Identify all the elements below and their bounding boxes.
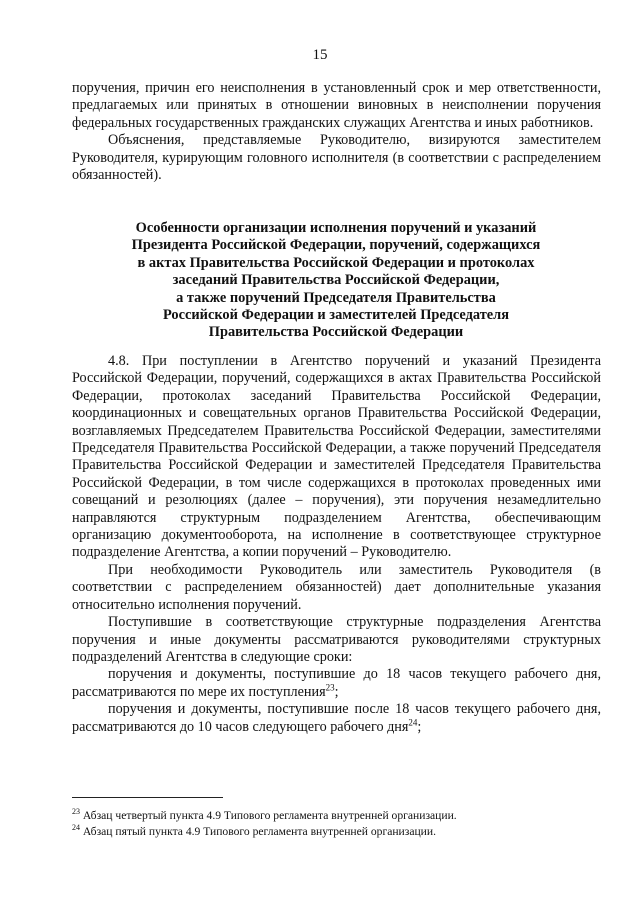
footnote-23 (72, 808, 601, 824)
main-text-block (72, 353, 601, 736)
section-heading-line: Российской Федерации и заместителей Председателя (162, 307, 510, 324)
section-heading-line: Правительства Российской Федерации (208, 324, 464, 341)
section-heading-line: Президента Российской Федерации, поручений, содержащихся (131, 237, 541, 254)
section-heading-line: а также поручений Председателя Правительства (176, 289, 496, 306)
paragraph-additional-instructions: При необходимости Руководитель или заместитель Руководителя (в соответствии с распределением обязанностей) дает дополнительные указания относительно исполнения поручений. (72, 561, 601, 613)
paragraph-review-terms: Поступившие в соответствующие структурные подразделения Агентства поручения и иные документы рассматриваются руководителями структурных подразделений Агентства в следующие сроки: (72, 614, 601, 665)
footnotes (72, 808, 601, 839)
item-before-18-end: ; (334, 683, 339, 700)
item-before-18-text: поручения и документы, поступившие до 18 часов текущего рабочего дня, рассматриваются по мере их поступления (72, 666, 601, 700)
footnote-ref-24: 24 (408, 716, 418, 727)
intro-paragraph-1: поручения, причин его неисполнения в установленный срок и мер ответственности, предлагаемых или принятых в отношении виновных в неисполнении поручения федеральных государственных гражданских служащих Агентства и иных работников. (72, 80, 601, 131)
section-heading-line: Особенности организации исполнения поручений и указаний (135, 220, 537, 236)
page-number: 15 (312, 47, 328, 63)
section-heading-line: в актах Правительства Российской Федерации и протоколах (137, 254, 535, 271)
footnote-divider (72, 797, 223, 798)
item-after-18-text: поручения и документы, поступившие после 18 часов текущего рабочего дня, рассматриваются до 10 часов следующего рабочего дня (72, 701, 601, 735)
paragraph-4-8: 4.8. При поступлении в Агентство поручений и указаний Президента Российской Федерации, поручений, содержащихся в актах Правительства Российской Федерации, протоколах заседаний Правительства Российской Федерации, координационных и совещательных органов Правительства Российской Федерации, возглавляемых Председателем Правительства Российской Федерации, заместителями Председателя Правительства Российской Федерации, а также поручений Председателя Правительства Российской Федерации и заместителей Председателя Правительства Российской Федерации, в том числе содержащихся в протоколах проведенных ими совещаний и резолюциях (далее – поручения), эти поручения незамедлительно направляются структурным подразделением Агентства, обеспечивающим организацию документооборота, на исполнение в соответствующее структурное подразделение Агентства, а копии поручений – Руководителю. (72, 353, 601, 561)
intro-block (72, 80, 601, 184)
footnote-text: Абзац четвертый пункта 4.9 Типового регламента внутренней организации. (80, 809, 457, 822)
footnote-text: Абзац пятый пункта 4.9 Типового регламента внутренней организации. (80, 824, 436, 838)
footnote-number: 24 (72, 822, 80, 832)
section-heading-line: заседаний Правительства Российской Федерации, (172, 272, 500, 289)
item-after-18-end: ; (417, 718, 422, 735)
intro-paragraph-2: Объяснения, представляемые Руководителю, визируются заместителем Руководителя, курирующим головного исполнителя (в соответствии с распределением обязанностей). (72, 132, 601, 184)
footnote-number: 23 (72, 807, 80, 817)
footnote-ref-23: 23 (325, 681, 335, 692)
section-heading (80, 220, 592, 342)
item-after-18 (72, 701, 601, 736)
item-before-18 (72, 666, 601, 701)
footnote-24 (72, 824, 601, 840)
